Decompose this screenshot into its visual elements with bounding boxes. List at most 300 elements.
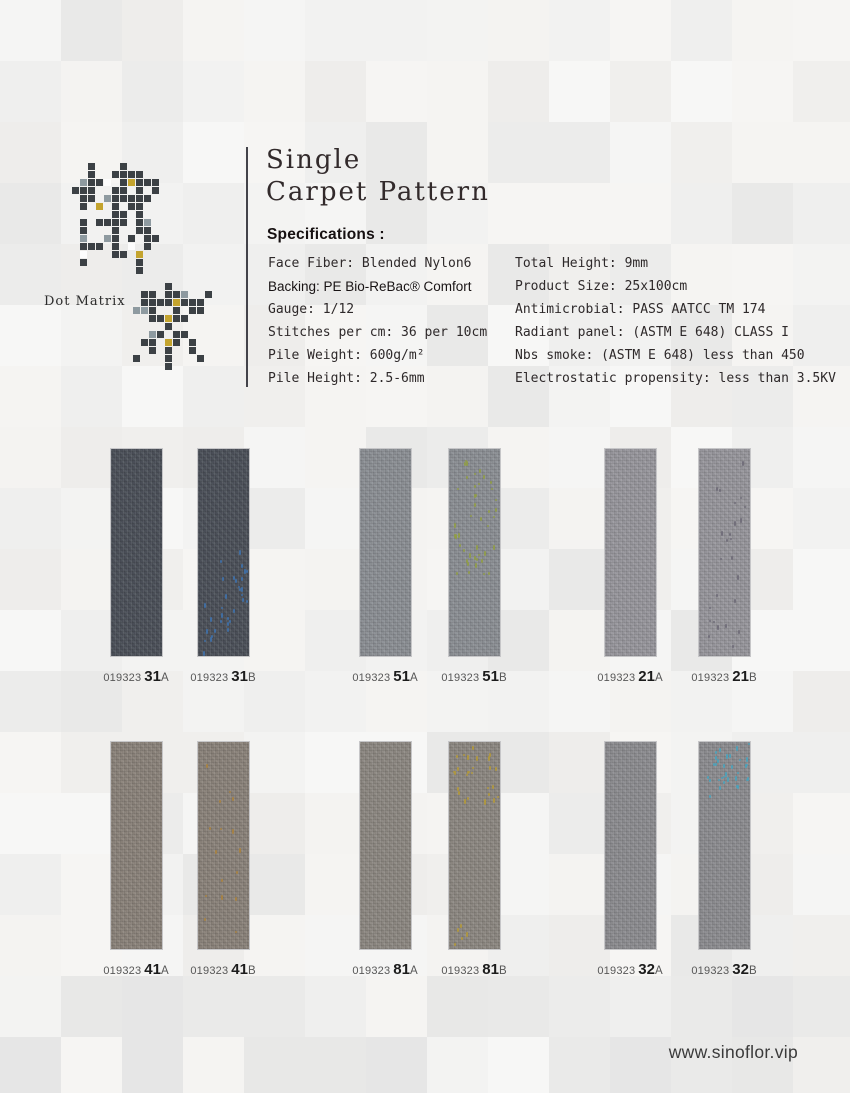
speckle bbox=[458, 533, 460, 538]
bg-tile bbox=[0, 427, 61, 488]
bg-tile bbox=[61, 1037, 122, 1093]
bg-tile bbox=[671, 122, 732, 183]
bg-tile bbox=[549, 61, 610, 122]
speckle bbox=[474, 494, 476, 498]
speckle bbox=[491, 488, 493, 490]
logo-pixel-char1 bbox=[152, 187, 159, 194]
speckle bbox=[740, 518, 742, 523]
logo-pixel-char1 bbox=[128, 243, 135, 250]
label-number: 41 bbox=[144, 961, 161, 978]
spec-line: Product Size: 25x100cm bbox=[515, 279, 688, 294]
bg-tile bbox=[793, 549, 850, 610]
speckle bbox=[737, 575, 739, 580]
bg-tile bbox=[427, 1037, 488, 1093]
speckle bbox=[241, 594, 243, 596]
speckle bbox=[718, 779, 720, 781]
swatch-31B bbox=[197, 448, 250, 657]
title-line2: Carpet Pattern bbox=[266, 177, 490, 207]
swatch-31A bbox=[110, 448, 163, 657]
page-title bbox=[266, 144, 490, 208]
logo-pixel-char1 bbox=[104, 195, 111, 202]
speckle bbox=[488, 793, 490, 796]
bg-tile bbox=[305, 1037, 366, 1093]
speckle bbox=[726, 539, 728, 542]
label-41A bbox=[103, 961, 168, 979]
speckle bbox=[227, 622, 229, 626]
speckle bbox=[483, 573, 485, 575]
speckle bbox=[715, 751, 717, 754]
speckle bbox=[455, 534, 457, 539]
speckle bbox=[232, 829, 234, 834]
speckle bbox=[229, 620, 231, 623]
speckle bbox=[490, 481, 492, 484]
logo-pixel-char1 bbox=[136, 219, 143, 226]
logo-label: Dot Matrix bbox=[44, 294, 126, 309]
speckle bbox=[717, 625, 719, 630]
speckle bbox=[206, 629, 208, 634]
speckle bbox=[740, 497, 742, 499]
logo-pixel-char2 bbox=[181, 291, 188, 298]
speckle bbox=[235, 579, 237, 583]
bg-tile bbox=[305, 793, 366, 854]
swatch-41A bbox=[110, 741, 163, 950]
label-variant: A bbox=[409, 672, 418, 684]
logo-pixel-char1 bbox=[128, 235, 135, 242]
bg-tile bbox=[305, 0, 366, 61]
bg-tile bbox=[427, 0, 488, 61]
speckle bbox=[467, 755, 469, 760]
logo-pixel-char1 bbox=[72, 187, 79, 194]
speckle bbox=[466, 932, 468, 937]
speckle bbox=[466, 774, 468, 776]
speckle bbox=[720, 558, 722, 560]
speckle bbox=[709, 607, 711, 609]
speckle bbox=[737, 772, 739, 774]
logo-pixel-char1 bbox=[144, 179, 151, 186]
bg-tile bbox=[610, 61, 671, 122]
label-code-prefix: 019323 bbox=[352, 672, 391, 684]
bg-tile bbox=[793, 183, 850, 244]
bg-tile bbox=[366, 976, 427, 1037]
speckle bbox=[495, 499, 497, 501]
speckle bbox=[456, 755, 458, 758]
bg-tile bbox=[0, 61, 61, 122]
speckle bbox=[466, 476, 468, 479]
speckle bbox=[467, 797, 469, 800]
speckle bbox=[725, 624, 727, 628]
speckle bbox=[481, 559, 483, 563]
bg-tile bbox=[0, 976, 61, 1037]
bg-tile bbox=[793, 915, 850, 976]
logo-pixel-char1 bbox=[152, 179, 159, 186]
logo-pixel-char1 bbox=[120, 219, 127, 226]
speckle bbox=[221, 879, 223, 882]
specs-column-left bbox=[268, 252, 487, 390]
speckle bbox=[246, 570, 248, 573]
logo-pixel-char1 bbox=[80, 259, 87, 266]
bg-tile bbox=[610, 183, 671, 244]
speckle bbox=[456, 572, 458, 575]
logo-pixel-char2 bbox=[181, 331, 188, 338]
bg-tile bbox=[244, 976, 305, 1037]
speckle bbox=[215, 850, 217, 854]
speckle bbox=[474, 556, 476, 560]
speckle bbox=[489, 766, 491, 770]
swatch-81A bbox=[359, 741, 412, 950]
label-number: 31 bbox=[144, 668, 161, 685]
speckle bbox=[708, 635, 710, 638]
label-21A bbox=[597, 668, 662, 686]
logo-pixel-char1 bbox=[80, 203, 87, 210]
speckle bbox=[736, 746, 738, 751]
bg-tile bbox=[244, 610, 305, 671]
bg-tile bbox=[183, 0, 244, 61]
speckle bbox=[232, 797, 234, 801]
logo-pixel-char2 bbox=[149, 331, 156, 338]
bg-tile bbox=[488, 122, 549, 183]
logo-pixel-char2 bbox=[141, 339, 148, 346]
bg-tile bbox=[671, 0, 732, 61]
bg-tile bbox=[549, 549, 610, 610]
label-variant: A bbox=[409, 965, 418, 977]
speckle bbox=[493, 516, 495, 518]
bg-tile bbox=[793, 854, 850, 915]
speckle bbox=[717, 759, 719, 763]
logo-pixel-char1 bbox=[136, 259, 143, 266]
label-variant: B bbox=[247, 672, 256, 684]
speckle bbox=[457, 928, 459, 932]
label-32A bbox=[597, 961, 662, 979]
speckle bbox=[474, 485, 476, 488]
bg-tile bbox=[671, 61, 732, 122]
bg-tile bbox=[366, 61, 427, 122]
speckle bbox=[219, 800, 221, 803]
swatch-32A bbox=[604, 741, 657, 950]
bg-tile bbox=[0, 183, 61, 244]
spec-line: Radiant panel: (ASTM E 648) CLASS I bbox=[515, 325, 789, 340]
speckle bbox=[488, 572, 490, 575]
spec-line: Total Height: 9mm bbox=[515, 256, 649, 271]
speckle bbox=[483, 475, 485, 479]
label-variant: B bbox=[498, 672, 507, 684]
label-variant: B bbox=[247, 965, 256, 977]
logo-pixel-char1 bbox=[136, 179, 143, 186]
speckle bbox=[241, 577, 243, 581]
logo-pixel-char2 bbox=[181, 315, 188, 322]
logo-pixel-char1 bbox=[80, 235, 87, 242]
speckle bbox=[471, 772, 473, 774]
speckle bbox=[457, 787, 459, 791]
logo-pixel-char1 bbox=[96, 203, 103, 210]
bg-tile bbox=[671, 976, 732, 1037]
speckle bbox=[463, 549, 465, 552]
speckle bbox=[742, 461, 744, 466]
swatch-32B bbox=[698, 741, 751, 950]
spec-line: Electrostatic propensity: less than 3.5KV bbox=[515, 371, 836, 386]
bg-tile bbox=[793, 793, 850, 854]
logo-pixel-char2 bbox=[197, 355, 204, 362]
label-31A bbox=[103, 668, 168, 686]
logo-pixel-char2 bbox=[165, 339, 172, 346]
speckle bbox=[221, 895, 223, 900]
speckle bbox=[227, 628, 229, 632]
label-variant: B bbox=[498, 965, 507, 977]
label-code-prefix: 019323 bbox=[190, 965, 229, 977]
bg-tile bbox=[732, 0, 793, 61]
speckle bbox=[493, 798, 495, 803]
speckle bbox=[731, 556, 733, 560]
bg-tile bbox=[793, 1037, 850, 1093]
speckle bbox=[480, 517, 482, 521]
specs-column-right bbox=[515, 252, 836, 390]
bg-tile bbox=[0, 610, 61, 671]
label-41B bbox=[190, 961, 255, 979]
logo-pixel-char1 bbox=[112, 235, 119, 242]
logo-pixel-char1 bbox=[80, 179, 87, 186]
speckle bbox=[727, 777, 729, 782]
speckle bbox=[476, 756, 478, 761]
speckle bbox=[478, 554, 480, 556]
logo-pixel-char1 bbox=[80, 219, 87, 226]
speckle bbox=[719, 786, 721, 790]
bg-tile bbox=[549, 488, 610, 549]
label-code-prefix: 019323 bbox=[190, 672, 229, 684]
bg-tile bbox=[0, 671, 61, 732]
label-code-prefix: 019323 bbox=[597, 965, 636, 977]
speckle bbox=[239, 848, 241, 853]
label-variant: A bbox=[160, 965, 169, 977]
speckle bbox=[474, 503, 476, 507]
label-51B bbox=[441, 668, 506, 686]
speckle bbox=[734, 521, 736, 526]
label-code-prefix: 019323 bbox=[103, 965, 142, 977]
logo-pixel-char1 bbox=[112, 203, 119, 210]
logo-pixel-char2 bbox=[173, 339, 180, 346]
logo-pixel-char2 bbox=[173, 315, 180, 322]
logo-pixel-char1 bbox=[88, 163, 95, 170]
speckle bbox=[487, 525, 489, 527]
bg-tile bbox=[793, 61, 850, 122]
logo-pixel-char2 bbox=[173, 291, 180, 298]
speckle bbox=[726, 754, 728, 759]
logo-pixel-char2 bbox=[133, 355, 140, 362]
spec-line: Pile Weight: 600g/m² bbox=[268, 348, 425, 363]
label-variant: A bbox=[160, 672, 169, 684]
bg-tile bbox=[610, 976, 671, 1037]
swatch-41B bbox=[197, 741, 250, 950]
bg-tile bbox=[0, 732, 61, 793]
bg-tile bbox=[122, 366, 183, 427]
speckle bbox=[735, 776, 737, 781]
speckle bbox=[719, 489, 721, 492]
label-number: 21 bbox=[732, 668, 749, 685]
speckle bbox=[734, 502, 736, 504]
speckle bbox=[470, 515, 472, 517]
logo-pixel-char2 bbox=[149, 315, 156, 322]
bg-tile bbox=[244, 549, 305, 610]
speckle bbox=[454, 771, 456, 775]
bg-tile bbox=[244, 854, 305, 915]
logo-pixel-char1 bbox=[136, 211, 143, 218]
bg-tile bbox=[610, 1037, 671, 1093]
speckle bbox=[495, 508, 497, 512]
speckle bbox=[707, 776, 709, 779]
logo-pixel-char2 bbox=[165, 363, 172, 370]
speckle bbox=[222, 577, 224, 581]
bg-tile bbox=[0, 915, 61, 976]
label-number: 31 bbox=[231, 668, 248, 685]
label-variant: A bbox=[654, 672, 663, 684]
label-code-prefix: 019323 bbox=[352, 965, 391, 977]
bg-tile bbox=[244, 793, 305, 854]
speckle bbox=[210, 617, 212, 622]
logo-pixel-char2 bbox=[173, 331, 180, 338]
logo-pixel-char2 bbox=[189, 347, 196, 354]
logo-pixel-char2 bbox=[165, 355, 172, 362]
logo-pixel-char1 bbox=[152, 235, 159, 242]
speckle bbox=[241, 564, 243, 568]
label-variant: B bbox=[748, 672, 757, 684]
label-number: 51 bbox=[393, 668, 410, 685]
logo-pixel-char1 bbox=[136, 203, 143, 210]
logo-pixel-char2 bbox=[181, 299, 188, 306]
logo-pixel-char2 bbox=[165, 283, 172, 290]
logo-pixel-char1 bbox=[144, 219, 151, 226]
speckle bbox=[492, 785, 494, 789]
label-81A bbox=[352, 961, 417, 979]
label-number: 32 bbox=[732, 961, 749, 978]
speckle bbox=[209, 827, 211, 830]
speckle bbox=[461, 937, 463, 940]
speckle bbox=[709, 795, 711, 798]
bg-tile bbox=[305, 61, 366, 122]
bg-tile bbox=[793, 122, 850, 183]
speckle bbox=[715, 756, 717, 760]
bg-tile bbox=[61, 366, 122, 427]
speckle bbox=[476, 558, 478, 561]
bg-tile bbox=[488, 61, 549, 122]
speckle bbox=[715, 763, 717, 766]
speckle bbox=[454, 523, 456, 528]
speckle bbox=[484, 551, 486, 556]
bg-tile bbox=[244, 61, 305, 122]
speckle bbox=[204, 603, 206, 608]
speckle bbox=[460, 924, 462, 928]
bg-tile bbox=[244, 488, 305, 549]
logo-pixel-char2 bbox=[189, 299, 196, 306]
logo-pixel-char1 bbox=[136, 227, 143, 234]
speckle bbox=[746, 757, 748, 762]
speckle bbox=[457, 767, 459, 771]
logo-pixel-char1 bbox=[128, 203, 135, 210]
bg-tile bbox=[61, 0, 122, 61]
speckle bbox=[487, 787, 489, 789]
logo-pixel-char2 bbox=[197, 299, 204, 306]
header-divider bbox=[246, 147, 248, 387]
speckle bbox=[479, 469, 481, 473]
logo-pixel-char2 bbox=[149, 299, 156, 306]
label-number: 81 bbox=[482, 961, 499, 978]
bg-tile bbox=[793, 488, 850, 549]
bg-tile bbox=[0, 366, 61, 427]
logo-pixel-char2 bbox=[165, 323, 172, 330]
swatch-51A bbox=[359, 448, 412, 657]
logo-pixel-char1 bbox=[112, 211, 119, 218]
speckle bbox=[484, 800, 486, 805]
logo-pixel-char1 bbox=[80, 187, 87, 194]
logo-pixel-char1 bbox=[80, 227, 87, 234]
speckle bbox=[709, 779, 711, 782]
logo-pixel-char2 bbox=[149, 291, 156, 298]
bg-tile bbox=[732, 122, 793, 183]
speckle bbox=[239, 550, 241, 555]
bg-tile bbox=[549, 427, 610, 488]
speckle bbox=[225, 594, 227, 599]
bg-tile bbox=[549, 976, 610, 1037]
bg-tile bbox=[549, 732, 610, 793]
logo-pixel-char1 bbox=[112, 251, 119, 258]
logo-pixel-char1 bbox=[88, 195, 95, 202]
speckle bbox=[241, 587, 243, 592]
bg-tile bbox=[61, 305, 122, 366]
speckle bbox=[709, 620, 711, 622]
bg-tile bbox=[305, 854, 366, 915]
logo-pixel-char1 bbox=[136, 171, 143, 178]
bg-tile bbox=[549, 122, 610, 183]
bg-tile bbox=[488, 976, 549, 1037]
label-variant: B bbox=[748, 965, 757, 977]
speckle bbox=[227, 617, 229, 620]
logo-pixel-char2 bbox=[141, 291, 148, 298]
bg-tile bbox=[305, 488, 366, 549]
logo-pixel-char2 bbox=[165, 315, 172, 322]
speckle bbox=[459, 544, 461, 547]
spec-line: Gauge: 1/12 bbox=[268, 302, 355, 317]
speckle bbox=[495, 767, 497, 771]
logo-pixel-char1 bbox=[112, 171, 119, 178]
logo-pixel-char2 bbox=[149, 339, 156, 346]
speckle bbox=[229, 791, 231, 793]
bg-tile bbox=[122, 61, 183, 122]
speckle bbox=[489, 753, 491, 757]
specifications-heading: Specifications : bbox=[267, 226, 385, 243]
bg-tile bbox=[183, 244, 244, 305]
bg-tile bbox=[0, 305, 61, 366]
speckle bbox=[739, 759, 741, 761]
website-url[interactable]: www.sinoflor.vip bbox=[668, 1042, 798, 1062]
bg-tile bbox=[0, 488, 61, 549]
speckle bbox=[239, 588, 241, 591]
speckle bbox=[221, 613, 223, 618]
logo-pixel-char2 bbox=[173, 307, 180, 314]
speckle bbox=[475, 563, 477, 568]
title-line1: Single bbox=[266, 145, 362, 175]
bg-tile bbox=[61, 976, 122, 1037]
bg-tile bbox=[0, 793, 61, 854]
bg-tile bbox=[244, 427, 305, 488]
speckle bbox=[497, 796, 499, 798]
logo-pixel-char1 bbox=[88, 243, 95, 250]
label-code-prefix: 019323 bbox=[691, 672, 730, 684]
logo-pixel-char1 bbox=[80, 195, 87, 202]
bg-tile bbox=[366, 1037, 427, 1093]
logo-pixel-char1 bbox=[88, 187, 95, 194]
logo-pixel-char2 bbox=[133, 307, 140, 314]
bg-tile bbox=[793, 671, 850, 732]
label-variant: A bbox=[654, 965, 663, 977]
speckle bbox=[464, 799, 466, 804]
speckle bbox=[235, 931, 237, 933]
